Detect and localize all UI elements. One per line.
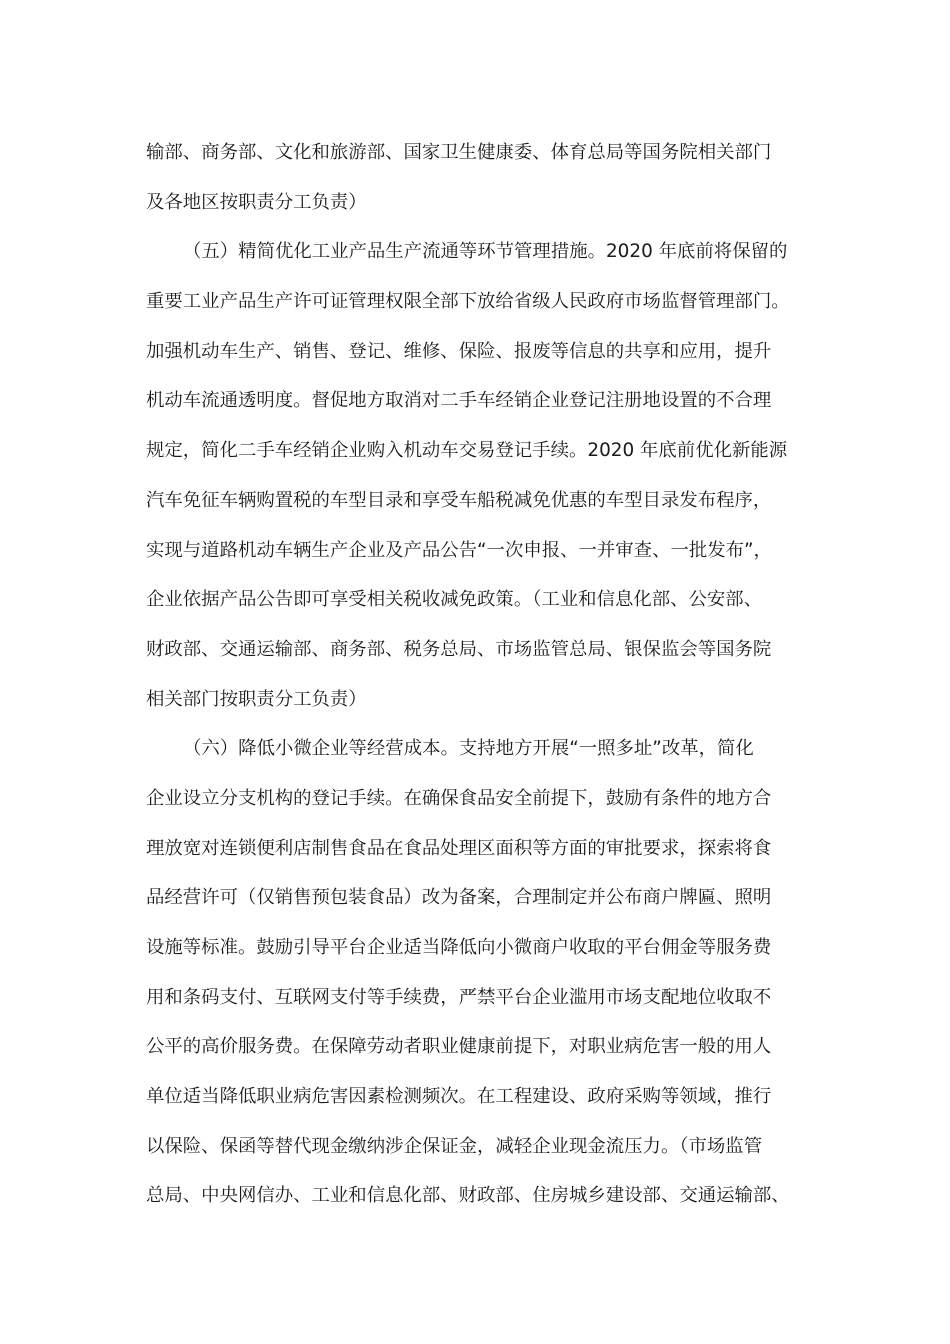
text-line: 企业依据产品公告即可享受相关税收减免政策。（工业和信息化部、公安部、	[146, 589, 763, 611]
text-line: 输部、商务部、文化和旅游部、国家卫生健康委、体育总局等国务院相关部门	[146, 142, 772, 163]
text-line: 品经营许可（仅销售预包装食品）改为备案，合理制定并公布商户牌匾、照明	[146, 887, 772, 909]
text-line: 及各地区按职责分工负责）	[146, 191, 367, 213]
paragraph-first-line: （五）精简优化工业产品生产流通等环节管理措施。2020 年底前将保留的	[183, 241, 788, 263]
text-line: 机动车流通透明度。督促地方取消对二手车经销企业登记注册地设置的不合理	[146, 390, 772, 412]
text-line: 加强机动车生产、销售、登记、维修、保险、报废等信息的共享和应用，提升	[146, 340, 772, 362]
text-line: 以保险、保函等替代现金缴纳涉企保证金，减轻企业现金流压力。（市场监管	[146, 1135, 763, 1157]
text-line: 用和条码支付、互联网支付等手续费，严禁平台企业滥用市场支配地位收取不	[146, 986, 772, 1008]
text-line: 相关部门按职责分工负责）	[146, 688, 367, 710]
text-line: 单位适当降低职业病危害因素检测频次。在工程建设、政府采购等领域，推行	[146, 1086, 772, 1108]
text-line: 总局、中央网信办、工业和信息化部、财政部、住房城乡建设部、交通运输部、	[146, 1185, 790, 1207]
text-line: 财政部、交通运输部、商务部、税务总局、市场监管总局、银保监会等国务院	[146, 638, 772, 660]
text-line: 设施等标准。鼓励引导平台企业适当降低向小微商户收取的平台佣金等服务费	[146, 937, 772, 958]
text-line: 规定，简化二手车经销企业购入机动车交易登记手续。2020 年底前优化新能源	[146, 440, 788, 462]
text-line: 汽车免征车辆购置税的车型目录和享受车船税减免优惠的车型目录发布程序，	[146, 489, 772, 511]
text-line: 实现与道路机动车辆生产企业及产品公告“一次申报、一并审查、一批发布”，	[146, 539, 772, 561]
text-line: 公平的高价服务费。在保障劳动者职业健康前提下，对职业病危害一般的用人	[146, 1036, 772, 1058]
text-line: 理放宽对连锁便利店制售食品在食品处理区面积等方面的审批要求，探索将食	[146, 837, 772, 859]
paragraph-first-line: （六）降低小微企业等经营成本。支持地方开展“一照多址”改革，简化	[183, 738, 754, 760]
text-line: 企业设立分支机构的登记手续。在确保食品安全前提下，鼓励有条件的地方合	[146, 787, 772, 809]
text-line: 重要工业产品生产许可证管理权限全部下放给省级人民政府市场监督管理部门。	[146, 291, 790, 313]
document-body	[146, 128, 816, 1221]
